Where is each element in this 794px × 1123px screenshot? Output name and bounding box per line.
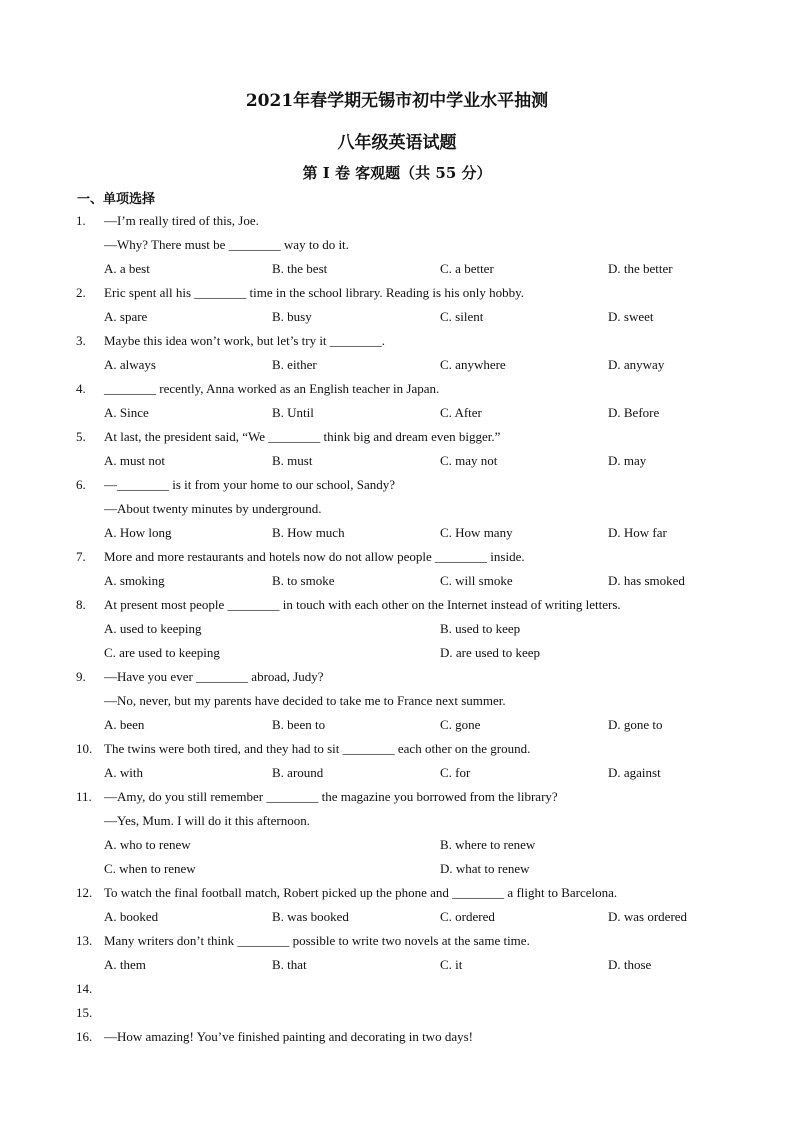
question-text: Eric spent all his ________ time in the school library. Reading is his only hobby.: [104, 285, 525, 300]
option-a: A. How long: [104, 525, 172, 540]
option-a: A. spare: [104, 309, 148, 324]
question-number: 6.: [76, 477, 86, 492]
option-c: C. anywhere: [440, 357, 506, 372]
option-c: C. are used to keeping: [104, 645, 220, 660]
option-b: B. must: [272, 453, 313, 468]
option-d: D. those: [608, 957, 652, 972]
question-number: 1.: [76, 213, 86, 228]
question-number: 3.: [76, 333, 86, 348]
question-text: Many writers don’t think ________ possible to write two novels at the same time.: [104, 933, 530, 948]
question-text: —Have you ever ________ abroad, Judy?: [104, 669, 324, 684]
option-b: B. that: [272, 957, 307, 972]
question-text: More and more restaurants and hotels now do not allow people ________ inside.: [104, 549, 525, 564]
question-number: 4.: [76, 381, 86, 396]
option-d: D. was ordered: [608, 909, 688, 924]
option-a: A. who to renew: [104, 837, 191, 852]
question-text: —I’m really tired of this, Joe.: [104, 213, 259, 228]
option-d: D. gone to: [608, 717, 663, 732]
question-number: 13.: [76, 933, 93, 948]
option-b: B. Until: [272, 405, 314, 420]
question-text: —How amazing! You’ve finished painting and decorating in two days!: [104, 1029, 473, 1044]
option-a: A. a best: [104, 261, 150, 276]
question-text: —________ is it from your home to our school, Sandy?: [104, 477, 396, 492]
question-number: 15.: [76, 1005, 93, 1020]
option-b: B. either: [272, 357, 317, 372]
question-text: —Yes, Mum. I will do it this afternoon.: [104, 813, 310, 828]
option-d: D. sweet: [608, 309, 654, 324]
option-d: D. are used to keep: [440, 645, 540, 660]
question-text: Maybe this idea won’t work, but let’s try it ________.: [104, 333, 386, 348]
option-d: D. anyway: [608, 357, 665, 372]
option-a: A. them: [104, 957, 146, 972]
option-c: C. may not: [440, 453, 498, 468]
option-d: D. Before: [608, 405, 660, 420]
option-c: C. when to renew: [104, 861, 196, 876]
question-number: 8.: [76, 597, 86, 612]
option-c: C. will smoke: [440, 573, 513, 588]
option-b: B. busy: [272, 309, 312, 324]
option-c: C. it: [440, 957, 463, 972]
question-text: —No, never, but my parents have decided to take me to France next summer.: [104, 693, 506, 708]
question-text: ________ recently, Anna worked as an English teacher in Japan.: [104, 381, 440, 396]
option-b: B. How much: [272, 525, 345, 540]
option-c: C. for: [440, 765, 471, 780]
option-b: B. used to keep: [440, 621, 521, 636]
option-d: D. against: [608, 765, 661, 780]
option-c: C. a better: [440, 261, 494, 276]
option-a: A. smoking: [104, 573, 165, 588]
question-text: The twins were both tired, and they had to sit ________ each other on the ground.: [104, 741, 531, 756]
option-c: C. gone: [440, 717, 481, 732]
option-b: B. been to: [272, 717, 326, 732]
question-number: 7.: [76, 549, 86, 564]
part-heading: 第 I 卷 客观题（共 55 分）: [302, 164, 492, 182]
question-number: 5.: [76, 429, 86, 444]
option-b: B. to smoke: [272, 573, 335, 588]
question-number: 2.: [76, 285, 86, 300]
exam-title: 2021年春学期无锡市初中学业水平抽测: [245, 91, 549, 111]
question-number: 9.: [76, 669, 86, 684]
question-number: 16.: [76, 1029, 93, 1044]
question-text: —Why? There must be ________ way to do it.: [104, 237, 349, 252]
option-a: A. must not: [104, 453, 166, 468]
option-c: C. ordered: [440, 909, 495, 924]
option-a: A. been: [104, 717, 145, 732]
option-b: B. was booked: [272, 909, 349, 924]
option-a: A. with: [104, 765, 143, 780]
option-a: A. always: [104, 357, 156, 372]
option-a: A. booked: [104, 909, 159, 924]
question-text: At present most people ________ in touch with each other on the Internet instead of writing letters.: [104, 597, 621, 612]
option-d: D. How far: [608, 525, 667, 540]
option-d: D. the better: [608, 261, 673, 276]
option-c: C. How many: [440, 525, 513, 540]
question-text: To watch the final football match, Robert picked up the phone and ________ a flight to Barcelona.: [104, 885, 618, 900]
option-a: A. Since: [104, 405, 149, 420]
option-c: C. After: [440, 405, 482, 420]
option-d: D. what to renew: [440, 861, 530, 876]
option-d: D. may: [608, 453, 647, 468]
option-c: C. silent: [440, 309, 484, 324]
question-number: 10.: [76, 741, 93, 756]
question-text: At last, the president said, “We ________ think big and dream even bigger.”: [104, 429, 501, 444]
option-a: A. used to keeping: [104, 621, 202, 636]
question-number: 12.: [76, 885, 93, 900]
option-d: D. has smoked: [608, 573, 685, 588]
option-b: B. the best: [272, 261, 328, 276]
option-b: B. where to renew: [440, 837, 536, 852]
option-b: B. around: [272, 765, 324, 780]
question-number: 11.: [76, 789, 92, 804]
question-number: 14.: [76, 981, 93, 996]
section-heading: 一、单项选择: [77, 192, 156, 207]
question-text: —About twenty minutes by underground.: [104, 501, 322, 516]
exam-subtitle: 八年级英语试题: [337, 133, 457, 153]
question-text: —Amy, do you still remember ________ the magazine you borrowed from the library?: [104, 789, 558, 804]
